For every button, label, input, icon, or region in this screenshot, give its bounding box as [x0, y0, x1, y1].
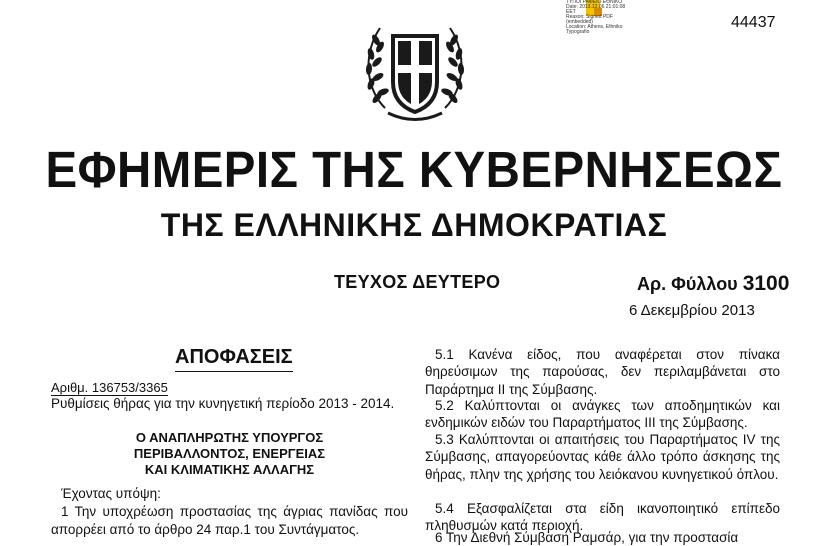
- authority-line: ΚΑΙ ΚΛΙΜΑΤΙΚΗΣ ΑΛΛΑΓΗΣ: [144, 462, 315, 477]
- sheet-label: Αρ. Φύλλου: [637, 274, 738, 294]
- greek-coat-of-arms-icon: [355, 8, 475, 126]
- paragraph: 5.2 Καλύπτονται οι ανάγκες των αποδημητικών και ενδημικών ειδών του Παραρτήματος ΙΙΙ της Σύμβασης.: [425, 398, 780, 431]
- paragraph: 5.4 Εξασφαλίζεται στα είδη ικανοποιητικό επίπεδο πληθυσμών κατά περιοχή.: [425, 501, 780, 534]
- signature-line: ΤΥΠΟΓΡΑΦΕΙΟ ΕΘΝΙΚΟ: [566, 0, 623, 5]
- issuing-authority: [51, 430, 408, 478]
- authority-line: ΠΕΡΙΒΑΛΛΟΝΤΟΣ, ΕΝΕΡΓΕΙΑΣ: [133, 446, 326, 461]
- reference-number: [51, 380, 168, 395]
- masthead-subtitle: ΤΗΣ ΕΛΛΗΝΙΚΗΣ ΔΗΜΟΚΡΑΤΙΑΣ: [160, 207, 668, 243]
- signature-line: Typografio: [566, 29, 590, 34]
- paragraph: 1 Την υποχρέωση προστασίας της άγριας πανίδας που απορρέει από το άρθρο 24 παρ.1 του Συντάγματος.: [51, 504, 408, 537]
- paragraph: 5.1 Κανένα είδος, που αναφέρεται στον πίνακα θηρεύσιμων της παρούσας, δεν περιλαμβάνεται στο Παράρτημα ΙΙ της Σύμβασης.: [425, 347, 780, 397]
- authority-line: Ο ΑΝΑΠΛΗΡΩΤΗΣ ΥΠΟΥΡΓΟΣ: [135, 430, 324, 445]
- signature-line: Location: Athens, Ethniko: [566, 24, 623, 30]
- section-heading: [175, 346, 293, 369]
- signature-line: EET: [566, 9, 576, 15]
- issue-date: 6 Δεκεμβρίου 2013: [629, 302, 755, 319]
- page-number: 44437: [731, 14, 776, 31]
- digital-signature[interactable]: [566, 0, 632, 34]
- paragraph: 6 Την Διεθνή Σύμβαση Ραμσάρ, για την προστασία: [435, 530, 739, 545]
- paragraph: 5.3 Καλύπτονται οι απαιτήσεις του Παραρτήματος IV της Σύμβασης, απαγορεύοντας κάθε άλλο τρόπο άσκησης της θήρας, πλην της χρήσης του λειόκανου κυνηγετικού όπλου.: [425, 432, 780, 482]
- signature-line: (embedded): [566, 19, 593, 25]
- signature-line: Reason: Signed PDF: [566, 14, 613, 20]
- reference-title: Ρυθμίσεις θήρας για την κυνηγετική περίοδο 2013 - 2014.: [51, 396, 395, 411]
- issue-type: ΤΕΥΧΟΣ ΔΕΥΤΕΡΟ: [334, 272, 501, 292]
- reference-number-text: Αριθμ. 136753/3365: [51, 380, 168, 395]
- heading-underline: [175, 371, 293, 372]
- masthead-title: ΕΦΗΜΕΡΙΣ ΤΗΣ ΚΥΒΕΡΝΗΣΕΩΣ: [45, 141, 783, 198]
- having-regard: Έχοντας υπόψη:: [61, 486, 161, 501]
- signature-line: Date: 2013.12.06 21:01:08: [566, 4, 626, 10]
- sheet-number: 3100: [742, 272, 790, 295]
- sheet-number-label: [637, 272, 789, 296]
- section-heading-text: ΑΠΟΦΑΣΕΙΣ: [175, 346, 293, 368]
